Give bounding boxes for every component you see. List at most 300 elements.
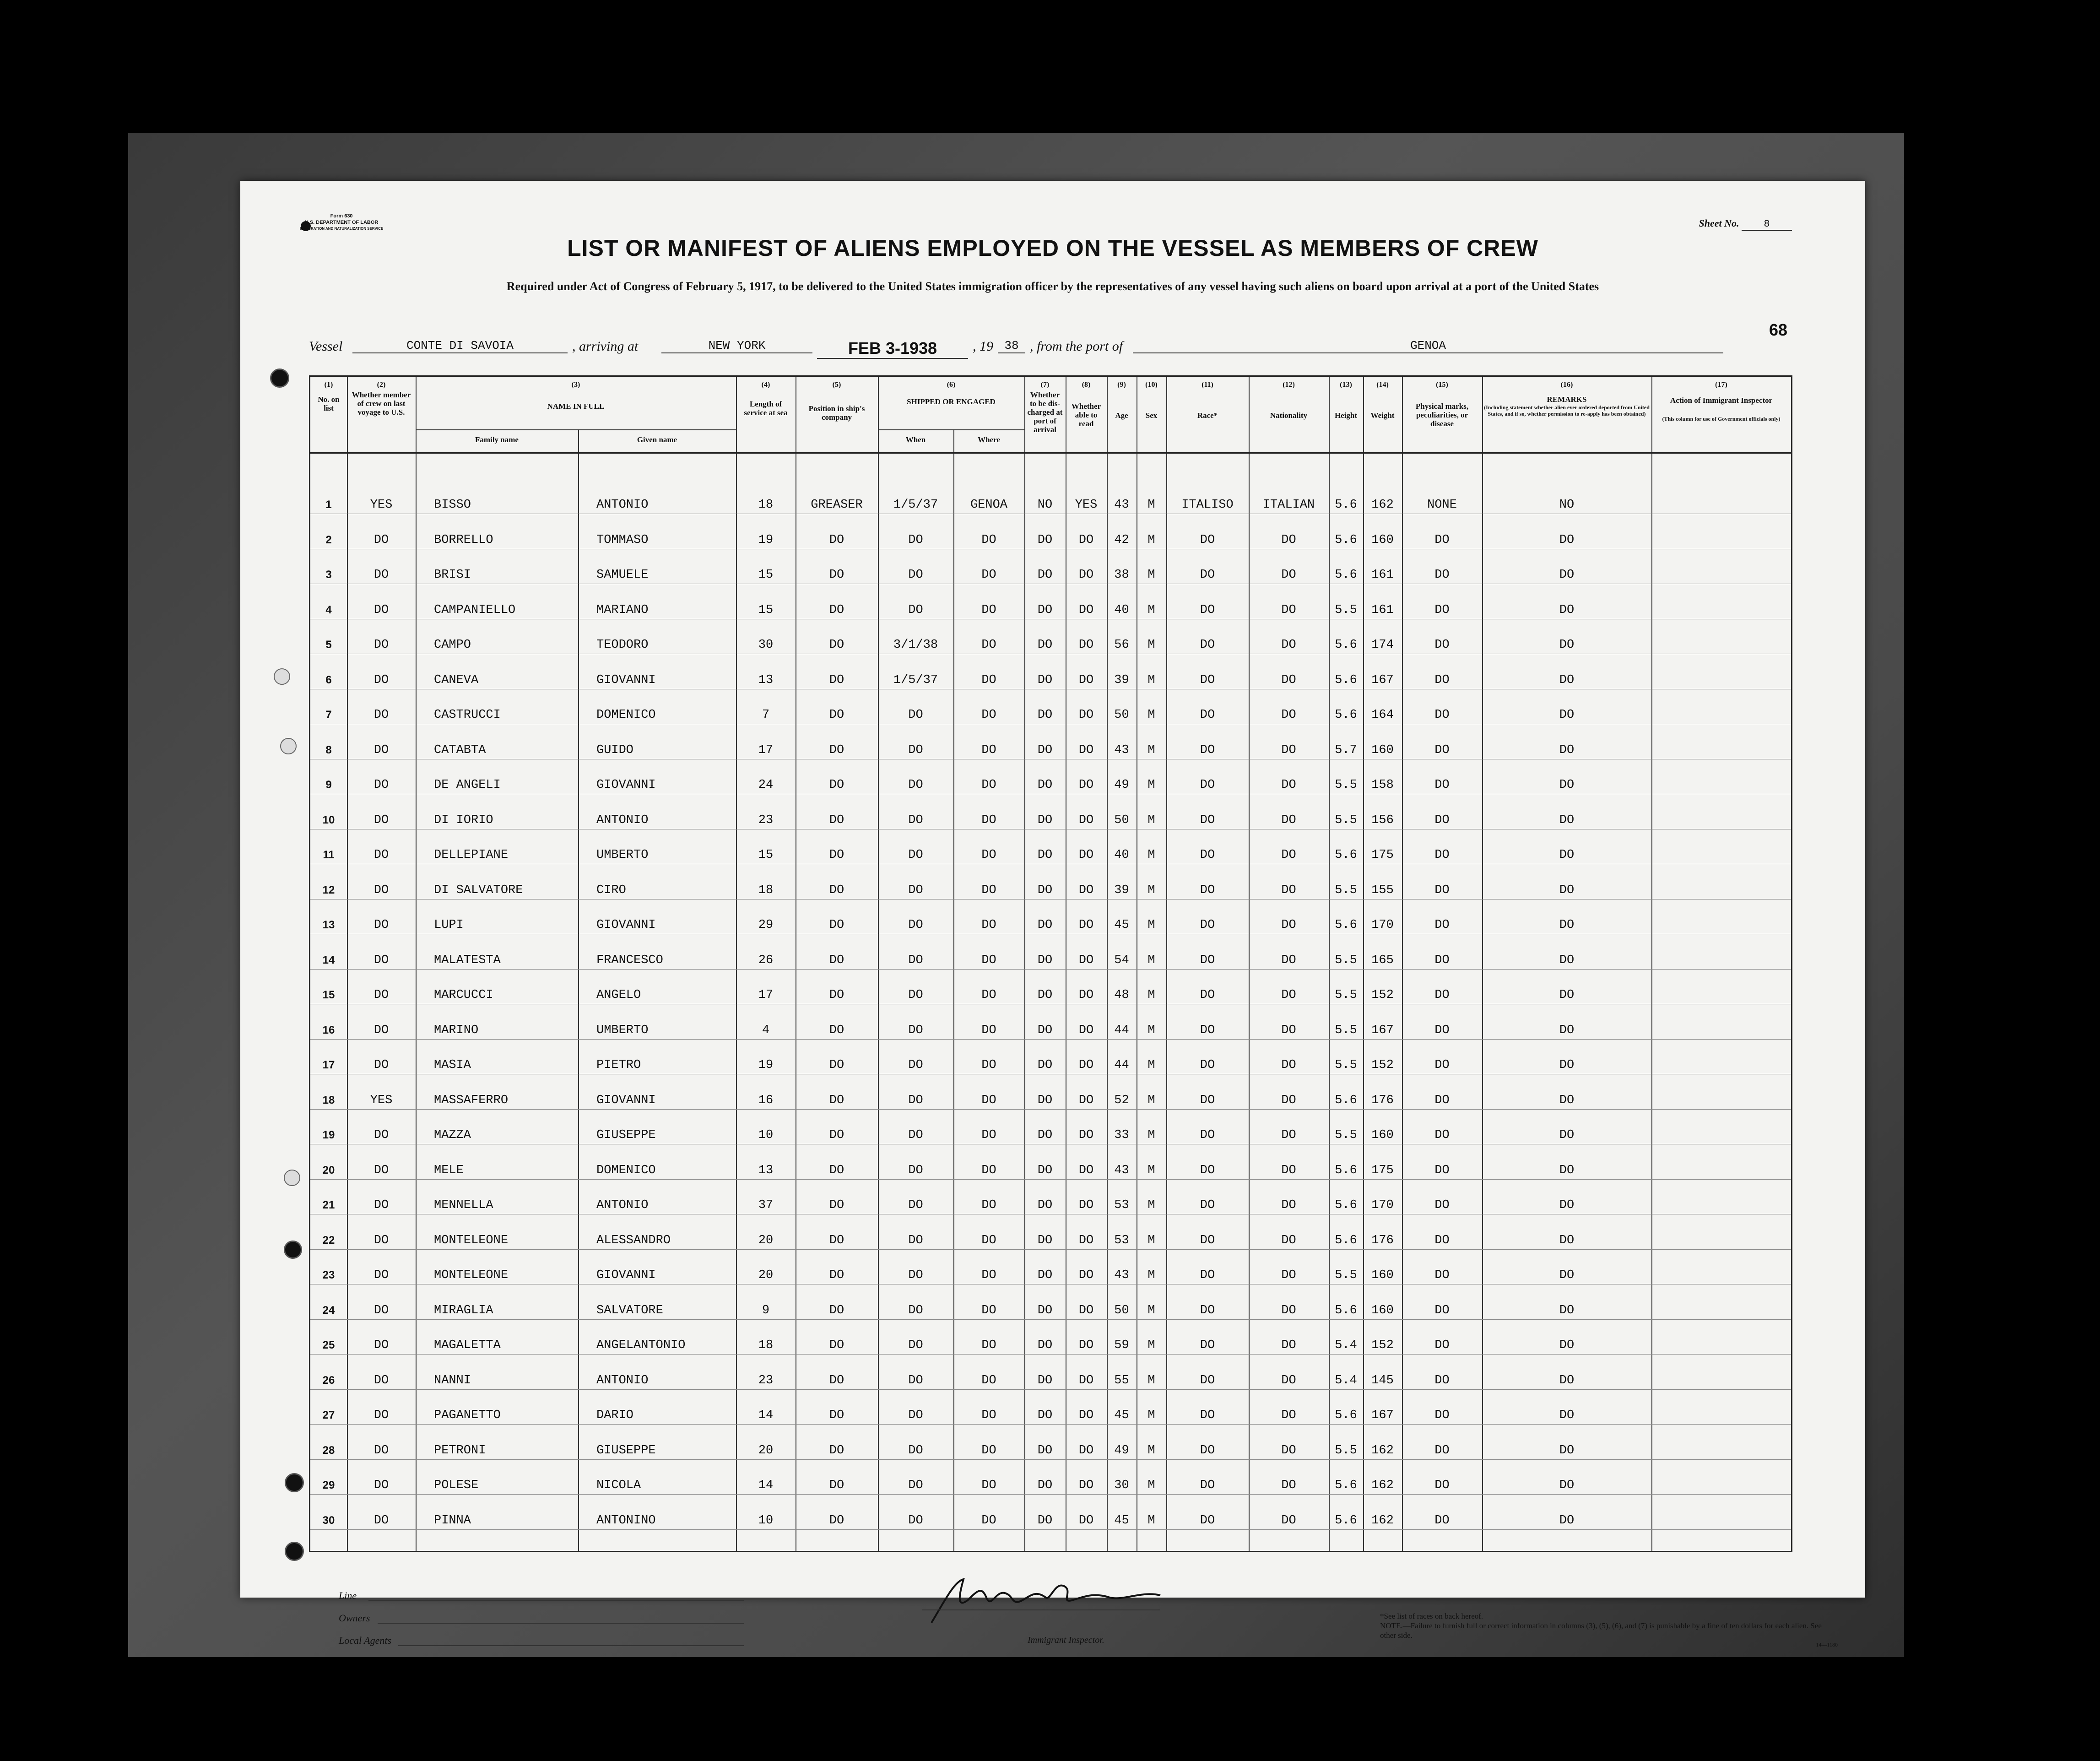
cell-weight: 164 (1371, 708, 1394, 722)
cell-age: 39 (1114, 673, 1129, 687)
cell-phys: DO (1434, 603, 1450, 617)
cell-position: DO (829, 813, 844, 827)
cell-family: DE ANGELI (434, 778, 501, 792)
cell-read: DO (1078, 1233, 1094, 1247)
cell-remarks: DO (1559, 953, 1575, 967)
cell-height: 5.5 (1335, 1128, 1357, 1142)
cell-phys: DO (1434, 1303, 1450, 1317)
cell-disch: DO (1037, 743, 1053, 757)
cell-family: MONTELEONE (434, 1268, 509, 1282)
cell-remarks: DO (1559, 1268, 1575, 1282)
cell-height: 5.6 (1335, 708, 1357, 722)
cell-weight: 145 (1371, 1373, 1394, 1387)
cell-given: ANTONIO (596, 813, 649, 827)
cell-member: DO (373, 988, 389, 1002)
cell-when: DO (908, 1023, 923, 1037)
cell-member: DO (373, 533, 389, 547)
cell-weight: 162 (1371, 1479, 1394, 1492)
cell-weight: 160 (1371, 1303, 1394, 1317)
cell-remarks: DO (1559, 918, 1575, 932)
cell-remarks: DO (1559, 1093, 1575, 1107)
cell-family: MELE (434, 1163, 464, 1177)
cell-disch: DO (1037, 1163, 1053, 1177)
cell-family: BISSO (434, 498, 471, 512)
cell-weight: 162 (1371, 1443, 1394, 1458)
row-rule (310, 1319, 1791, 1320)
form-code: 14—1180 (1816, 1642, 1838, 1648)
cell-height: 5.6 (1335, 1163, 1357, 1177)
cell-height: 5.6 (1335, 1479, 1357, 1492)
cell-where: DO (981, 1373, 996, 1387)
cell-family: MASIA (434, 1058, 471, 1072)
cell-nat: DO (1281, 1268, 1296, 1282)
cell-position: DO (829, 1443, 844, 1458)
cell-nat: DO (1281, 1338, 1296, 1352)
header-physical: Physical marks, peculiarities, or disease (1415, 402, 1469, 428)
column-number: (1) (324, 381, 333, 389)
cell-sex: M (1147, 1233, 1155, 1247)
cell-phys: DO (1434, 568, 1450, 582)
cell-sex: M (1147, 673, 1155, 687)
header-read: Whether able to read (1071, 402, 1101, 428)
cell-given: SAMUELE (596, 568, 649, 582)
cell-race: DO (1200, 1303, 1215, 1317)
cell-phys: DO (1434, 1373, 1450, 1387)
cell-given: ANTONIO (596, 1373, 649, 1387)
cell-disch: DO (1037, 603, 1053, 617)
arriving-label: , arriving at (572, 339, 639, 354)
cell-disch: DO (1037, 533, 1053, 547)
cell-remarks: DO (1559, 778, 1575, 792)
cell-race: ITALISO (1181, 498, 1234, 512)
cell-nat: DO (1281, 988, 1296, 1002)
column-number: (6) (947, 381, 956, 389)
header-height: Height (1334, 411, 1358, 420)
header-where: Where (978, 435, 1000, 444)
cell-position: DO (829, 638, 844, 652)
row-rule (310, 1529, 1791, 1530)
cell-service: 17 (758, 988, 774, 1002)
cell-age: 42 (1114, 533, 1129, 547)
cell-given: TOMMASO (596, 533, 649, 547)
cell-sex: M (1147, 778, 1155, 792)
cell-disch: DO (1037, 1479, 1053, 1492)
cell-where: DO (981, 638, 996, 652)
year-value: 38 (998, 339, 1025, 353)
cell-age: 49 (1114, 1443, 1129, 1458)
cell-where: DO (981, 1198, 996, 1212)
cell-nat: DO (1281, 533, 1296, 547)
cell-height: 5.6 (1335, 568, 1357, 582)
cell-age: 45 (1114, 1513, 1129, 1528)
cell-given: GIOVANNI (596, 778, 656, 792)
cell-read: DO (1078, 918, 1094, 932)
cell-nat: DO (1281, 673, 1296, 687)
cell-no: 8 (325, 743, 332, 756)
cell-read: DO (1078, 1093, 1094, 1107)
cell-service: 20 (758, 1233, 774, 1247)
cell-weight: 167 (1371, 673, 1394, 687)
column-number: (12) (1283, 381, 1295, 389)
cell-nat: DO (1281, 1233, 1296, 1247)
cell-where: DO (981, 708, 996, 722)
cell-where: DO (981, 743, 996, 757)
cell-height: 5.6 (1335, 673, 1357, 687)
row-rule (310, 969, 1791, 970)
cell-sex: M (1147, 638, 1155, 652)
cell-family: MASSAFERRO (434, 1093, 509, 1107)
cell-member: DO (373, 1058, 389, 1072)
cell-no: 12 (322, 883, 335, 896)
cell-member: DO (373, 778, 389, 792)
cell-race: DO (1200, 743, 1215, 757)
punch-hole (274, 668, 290, 685)
punch-hole (280, 738, 297, 754)
cell-sex: M (1147, 953, 1155, 967)
cell-phys: DO (1434, 673, 1450, 687)
cell-phys: DO (1434, 1479, 1450, 1492)
cell-phys: DO (1434, 918, 1450, 932)
cell-height: 5.5 (1335, 1443, 1357, 1458)
cell-position: DO (829, 1409, 844, 1422)
cell-position: DO (829, 953, 844, 967)
cell-when: DO (908, 533, 923, 547)
cell-weight: 161 (1371, 568, 1394, 582)
cell-given: ANTONINO (596, 1513, 656, 1528)
cell-race: DO (1200, 1373, 1215, 1387)
cell-age: 38 (1114, 568, 1129, 582)
cell-age: 59 (1114, 1338, 1129, 1352)
cell-height: 5.7 (1335, 743, 1357, 757)
header-weight: Weight (1370, 411, 1395, 420)
cell-read: DO (1078, 813, 1094, 827)
header-rule (310, 452, 1791, 454)
punch-hole (284, 1170, 300, 1186)
cell-sex: M (1147, 1373, 1155, 1387)
cell-phys: DO (1434, 1443, 1450, 1458)
cell-family: DELLEPIANE (434, 848, 509, 862)
from-port: GENOA (1133, 339, 1723, 353)
cell-given: GIUSEPPE (596, 1443, 656, 1458)
cell-read: DO (1078, 568, 1094, 582)
cell-member: DO (373, 1479, 389, 1492)
vessel-name: CONTE DI SAVOIA (352, 339, 568, 353)
cell-sex: M (1147, 1479, 1155, 1492)
cell-phys: DO (1434, 988, 1450, 1002)
cell-race: DO (1200, 883, 1215, 897)
row-rule (310, 1389, 1791, 1390)
cell-service: 15 (758, 568, 774, 582)
cell-given: NICOLA (596, 1479, 641, 1492)
cell-phys: DO (1434, 708, 1450, 722)
cell-height: 5.6 (1335, 1513, 1357, 1528)
cell-race: DO (1200, 1268, 1215, 1282)
cell-when: DO (908, 1128, 923, 1142)
cell-no: 29 (322, 1479, 335, 1491)
row-rule (310, 1179, 1791, 1180)
cell-nat: DO (1281, 1058, 1296, 1072)
cell-where: DO (981, 1058, 996, 1072)
note-fine: NOTE.—Failure to furnish full or correct information in columns (3), (5), (6), and (7) is punishable by a fine of ten dollars for each alien. See other side. (1380, 1621, 1822, 1640)
cell-member: DO (373, 1163, 389, 1177)
cell-disch: NO (1037, 498, 1053, 512)
cell-given: GIOVANNI (596, 918, 656, 932)
cell-height: 5.6 (1335, 498, 1357, 512)
cell-no: 10 (322, 813, 335, 826)
cell-age: 53 (1114, 1233, 1129, 1247)
header-age: Age (1115, 411, 1128, 420)
cell-position: DO (829, 1198, 844, 1212)
cell-race: DO (1200, 1479, 1215, 1492)
cell-phys: DO (1434, 1058, 1450, 1072)
cell-sex: M (1147, 1093, 1155, 1107)
cell-service: 15 (758, 603, 774, 617)
cell-position: DO (829, 918, 844, 932)
cell-when: 1/5/37 (893, 673, 938, 687)
row-rule (310, 1039, 1791, 1040)
cell-no: 1 (325, 498, 332, 511)
cell-age: 54 (1114, 953, 1129, 967)
cell-race: DO (1200, 1233, 1215, 1247)
header-name-full: NAME IN FULL (547, 402, 605, 411)
cell-remarks: DO (1559, 1443, 1575, 1458)
cell-when: DO (908, 1513, 923, 1528)
cell-age: 43 (1114, 1268, 1129, 1282)
cell-remarks: DO (1559, 533, 1575, 547)
cell-read: DO (1078, 1198, 1094, 1212)
cell-service: 30 (758, 638, 774, 652)
header-remarks: REMARKS (1547, 395, 1587, 404)
cell-nat: DO (1281, 1093, 1296, 1107)
cell-nat: DO (1281, 848, 1296, 862)
cell-when: DO (908, 1373, 923, 1387)
cell-disch: DO (1037, 1093, 1053, 1107)
cell-where: DO (981, 848, 996, 862)
cell-position: DO (829, 1268, 844, 1282)
cell-height: 5.6 (1335, 918, 1357, 932)
header-when: When (905, 435, 926, 444)
cell-phys: DO (1434, 883, 1450, 897)
cell-read: DO (1078, 1409, 1094, 1422)
cell-race: DO (1200, 1443, 1215, 1458)
cell-weight: 160 (1371, 1128, 1394, 1142)
cell-disch: DO (1037, 1409, 1053, 1422)
cell-position: GREASER (811, 498, 863, 512)
cell-weight: 175 (1371, 1163, 1394, 1177)
cell-race: DO (1200, 813, 1215, 827)
cell-member: DO (373, 918, 389, 932)
cell-read: DO (1078, 1303, 1094, 1317)
cell-age: 44 (1114, 1058, 1129, 1072)
cell-family: CANEVA (434, 673, 479, 687)
cell-age: 45 (1114, 918, 1129, 932)
cell-remarks: DO (1559, 1198, 1575, 1212)
cell-age: 48 (1114, 988, 1129, 1002)
cell-remarks: DO (1559, 568, 1575, 582)
cell-no: 2 (325, 533, 332, 546)
cell-service: 26 (758, 953, 774, 967)
column-number: (11) (1202, 381, 1213, 389)
cell-service: 19 (758, 1058, 774, 1072)
cell-member: DO (373, 1513, 389, 1528)
header-subrule (878, 429, 1024, 430)
cell-sex: M (1147, 603, 1155, 617)
cell-given: PIETRO (596, 1058, 641, 1072)
cell-nat: ITALIAN (1262, 498, 1315, 512)
column-number: (16) (1560, 381, 1573, 389)
cell-service: 29 (758, 918, 774, 932)
cell-service: 10 (758, 1128, 774, 1142)
cell-where: DO (981, 1409, 996, 1422)
cell-height: 5.4 (1335, 1338, 1357, 1352)
cell-weight: 165 (1371, 953, 1394, 967)
cell-sex: M (1147, 918, 1155, 932)
cell-read: DO (1078, 638, 1094, 652)
row-rule (310, 1109, 1791, 1110)
cell-position: DO (829, 673, 844, 687)
cell-weight: 160 (1371, 743, 1394, 757)
inspector-caption: Immigrant Inspector. (1028, 1635, 1104, 1645)
cell-disch: DO (1037, 848, 1053, 862)
cell-height: 5.5 (1335, 1268, 1357, 1282)
cell-family: MIRAGLIA (434, 1303, 493, 1317)
cell-when: DO (908, 918, 923, 932)
cell-weight: 174 (1371, 638, 1394, 652)
cell-member: DO (373, 1303, 389, 1317)
cell-phys: DO (1434, 638, 1450, 652)
cell-position: DO (829, 533, 844, 547)
cell-family: MALATESTA (434, 953, 501, 967)
cell-service: 23 (758, 1373, 774, 1387)
cell-where: DO (981, 1443, 996, 1458)
cell-sex: M (1147, 743, 1155, 757)
cell-read: YES (1075, 498, 1098, 512)
cell-service: 18 (758, 883, 774, 897)
cell-disch: DO (1037, 1443, 1053, 1458)
cell-member: DO (373, 603, 389, 617)
cell-when: DO (908, 1163, 923, 1177)
cell-nat: DO (1281, 708, 1296, 722)
cell-disch: DO (1037, 1058, 1053, 1072)
agents-label: Local Agents (339, 1635, 392, 1646)
cell-no: 27 (322, 1409, 335, 1421)
cell-phys: DO (1434, 1233, 1450, 1247)
cell-service: 10 (758, 1513, 774, 1528)
line-label: Line (339, 1590, 357, 1601)
punch-hole (285, 1542, 304, 1561)
cell-disch: DO (1037, 568, 1053, 582)
cell-service: 37 (758, 1198, 774, 1212)
cell-nat: DO (1281, 1128, 1296, 1142)
cell-when: DO (908, 813, 923, 827)
cell-where: DO (981, 673, 996, 687)
cell-given: DOMENICO (596, 708, 656, 722)
cell-remarks: DO (1559, 1409, 1575, 1422)
cell-age: 50 (1114, 1303, 1129, 1317)
cell-position: DO (829, 1233, 844, 1247)
cell-no: 3 (325, 569, 332, 581)
cell-disch: DO (1037, 1338, 1053, 1352)
cell-member: DO (373, 1338, 389, 1352)
row-rule (310, 1494, 1791, 1495)
cell-position: DO (829, 1479, 844, 1492)
cell-family: MARINO (434, 1023, 479, 1037)
cell-given: ANTONIO (596, 1198, 649, 1212)
column-number: (13) (1340, 381, 1352, 389)
cell-remarks: DO (1559, 638, 1575, 652)
cell-height: 5.5 (1335, 813, 1357, 827)
cell-service: 13 (758, 1163, 774, 1177)
cell-family: BRISI (434, 568, 471, 582)
header-sex: Sex (1145, 411, 1158, 420)
cell-nat: DO (1281, 1303, 1296, 1317)
cell-sex: M (1147, 1198, 1155, 1212)
cell-service: 20 (758, 1443, 774, 1458)
cell-weight: 175 (1371, 848, 1394, 862)
cell-phys: DO (1434, 778, 1450, 792)
cell-member: DO (373, 708, 389, 722)
cell-family: POLESE (434, 1479, 479, 1492)
cell-no: 13 (322, 919, 335, 931)
cell-position: DO (829, 568, 844, 582)
cell-position: DO (829, 708, 844, 722)
cell-where: DO (981, 778, 996, 792)
cell-no: 20 (322, 1164, 335, 1176)
cell-member: DO (373, 1023, 389, 1037)
cell-weight: 167 (1371, 1409, 1394, 1422)
cell-phys: DO (1434, 1163, 1450, 1177)
cell-race: DO (1200, 1058, 1215, 1072)
year-label: , 19 (973, 339, 993, 354)
cell-phys: DO (1434, 1268, 1450, 1282)
sheet-number (1699, 217, 1792, 231)
cell-age: 45 (1114, 1409, 1129, 1422)
cell-disch: DO (1037, 918, 1053, 932)
cell-remarks: DO (1559, 708, 1575, 722)
cell-height: 5.6 (1335, 848, 1357, 862)
cell-weight: 161 (1371, 603, 1394, 617)
cell-disch: DO (1037, 1198, 1053, 1212)
cell-remarks: DO (1559, 1479, 1575, 1492)
cell-where: GENOA (970, 498, 1007, 512)
cell-nat: DO (1281, 1443, 1296, 1458)
cell-when: DO (908, 1268, 923, 1282)
cell-read: DO (1078, 1479, 1094, 1492)
page-title: LIST OR MANIFEST OF ALIENS EMPLOYED ON THE VESSEL AS MEMBERS OF CREW (567, 235, 1538, 261)
cell-position: DO (829, 603, 844, 617)
cell-position: DO (829, 778, 844, 792)
cell-no: 23 (322, 1269, 335, 1281)
cell-position: DO (829, 883, 844, 897)
cell-remarks: DO (1559, 1233, 1575, 1247)
cell-when: DO (908, 603, 923, 617)
cell-race: DO (1200, 1163, 1215, 1177)
row-rule (310, 1459, 1791, 1460)
cell-family: LUPI (434, 918, 464, 932)
cell-weight: 167 (1371, 1023, 1394, 1037)
cell-race: DO (1200, 848, 1215, 862)
vessel-label: Vessel (309, 339, 343, 354)
cell-service: 18 (758, 498, 774, 512)
cell-given: ANTONIO (596, 498, 649, 512)
cell-no: 15 (322, 989, 335, 1001)
header-nationality: Nationality (1270, 411, 1308, 420)
cell-remarks: DO (1559, 1303, 1575, 1317)
cell-read: DO (1078, 1443, 1094, 1458)
cell-service: 17 (758, 743, 774, 757)
cell-read: DO (1078, 1163, 1094, 1177)
cell-race: DO (1200, 568, 1215, 582)
